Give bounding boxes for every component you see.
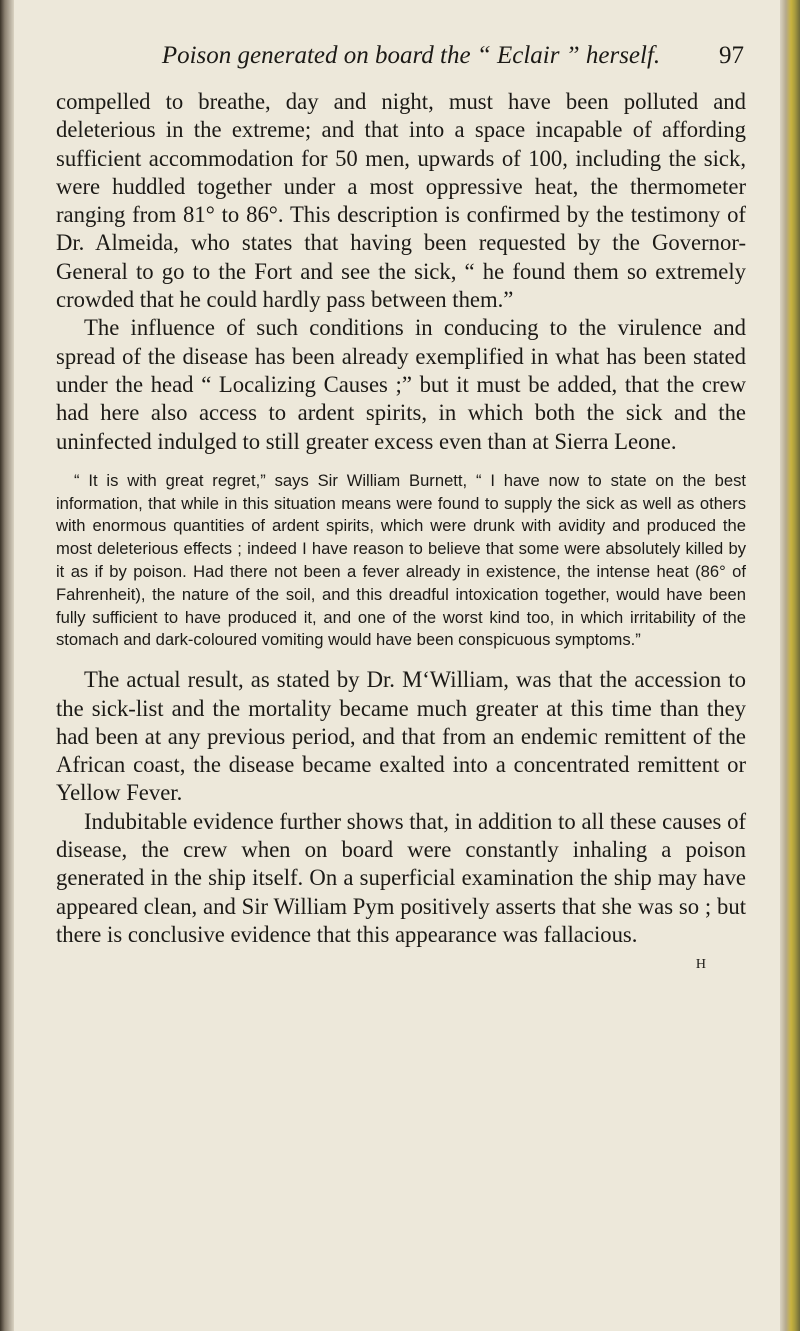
book-page xyxy=(56,42,746,973)
running-title: Poison generated on board the “ Eclair ” herself. xyxy=(161,42,661,69)
page-number: 97 xyxy=(719,42,744,69)
burnett-quotation xyxy=(56,470,746,652)
paragraph-influence: The influence of such conditions in conducing to the virulence and spread of the disease has been already exemplified in what has been stated under the head “ Localizing Causes ;” but it must be added, that the crew had here also access to ardent spirits, in which both the sick and the uninfected indulged to still greater excess even than at Sierra Leone. xyxy=(56,315,746,454)
paragraph-actual-result: The actual result, as stated by Dr. M‘William, was that the accession to the sick-list and the mortality became much greater at this time than they had been at any previous period, and that from an endemic remittent of the African coast, the disease became exalted into a concentrated remittent or Yellow Fever. xyxy=(56,667,746,806)
running-header xyxy=(56,42,746,82)
page-fore-edge xyxy=(780,0,800,1331)
quotation-text: “ It is with great regret,” says Sir William Burnett, “ I have now to state on the best information, that while in this situation means were found to supply the sick as well as others with enormous quantities of ardent spirits, which were drunk with avidity and produced the most deleterious effects ; indeed I have reason to believe that some were absolutely killed by it as if by poison. Had there not been a fever already in existence, the intense heat (86° of Fahrenheit), the nature of the soil, and this dreadful intoxication together, would have been fully sufficient to have produced it, and one of the worst kind too, in which irritability of the stomach and dark-coloured vomiting would have been conspicuous symptoms.” xyxy=(56,470,746,650)
main-text xyxy=(56,88,746,949)
paragraph-indubitable-evidence: Indubitable evidence further shows that, in addition to all these causes of disease, the crew when on board were constantly inhaling a poison generated in the ship itself. On a superficial examination the ship may have appeared clean, and Sir William Pym positively asserts that she was so ; but there is conclusive evidence that this appearance was fallacious. xyxy=(56,808,746,947)
page-binding-edge xyxy=(0,0,14,1331)
signature-mark: H xyxy=(695,957,706,973)
paragraph-continued: compelled to breathe, day and night, must have been polluted and deleterious in the extreme; and that into a space incapable of affording sufficient accommodation for 50 men, upwards of 100, including the sick, were huddled together under a most oppressive heat, the thermometer ranging from 81° to 86°. This description is confirmed by the testimony of Dr. Almeida, who states that having been requested by the Governor-General to go to the Fort and see the sick, “ he found them so extremely crowded that he could hardly pass between them.” xyxy=(56,89,746,313)
